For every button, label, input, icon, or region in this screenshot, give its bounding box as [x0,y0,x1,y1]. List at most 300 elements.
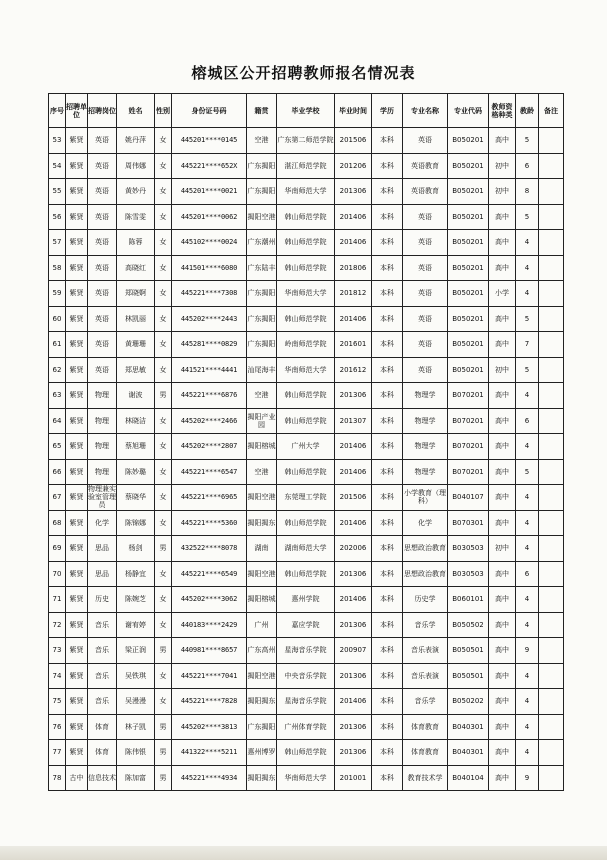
cell-origin: 空港 [247,128,277,154]
cell-major: 英语 [403,357,448,383]
cell-sex: 女 [155,179,172,205]
cell-name: 高晓红 [117,255,155,281]
cell-no: 67 [49,485,66,511]
cell-major: 物理学 [403,434,448,460]
cell-origin: 广州 [247,612,277,638]
cell-note [539,306,564,332]
cell-post: 物理 [88,408,117,434]
cell-years: 4 [516,255,539,281]
cell-years: 4 [516,536,539,562]
cell-id: 445202****2443 [172,306,247,332]
cell-note [539,153,564,179]
cell-school: 韩山师范学院 [277,510,335,536]
cell-cert: 高中 [489,459,516,485]
cell-name: 吴漫漫 [117,689,155,715]
table-row [49,638,564,664]
cell-edu: 本科 [372,663,403,689]
cell-id: 440183****2429 [172,612,247,638]
table-row [49,561,564,587]
header-row [49,94,564,128]
cell-sex: 女 [155,612,172,638]
cell-id: 445202****3813 [172,714,247,740]
cell-years: 4 [516,740,539,766]
cell-school: 惠州学院 [277,587,335,613]
cell-major: 英语 [403,230,448,256]
cell-edu: 本科 [372,332,403,358]
cell-time: 201001 [335,765,372,791]
cell-sex: 男 [155,383,172,409]
cell-no: 78 [49,765,66,791]
cell-time: 201406 [335,689,372,715]
cell-cert: 小学 [489,281,516,307]
cell-id: 432522****8078 [172,536,247,562]
cell-name: 陈婉芝 [117,587,155,613]
cell-cert: 高中 [489,689,516,715]
cell-no: 68 [49,510,66,536]
cell-sex: 男 [155,714,172,740]
cell-years: 4 [516,612,539,638]
cell-id: 445202****2807 [172,434,247,460]
cell-sex: 女 [155,357,172,383]
cell-years: 4 [516,281,539,307]
cell-major: 物理学 [403,383,448,409]
header-edu: 学历 [372,94,403,128]
cell-note [539,128,564,154]
cell-id: 445221****6547 [172,459,247,485]
cell-name: 谢波 [117,383,155,409]
cell-id: 445202****2466 [172,408,247,434]
cell-name: 蔡晓华 [117,485,155,511]
cell-school: 岭南师范学院 [277,332,335,358]
cell-cert: 高中 [489,561,516,587]
cell-unit: 紫贤 [66,204,88,230]
cell-major: 音乐学 [403,689,448,715]
cell-sex: 男 [155,740,172,766]
table-row [49,740,564,766]
cell-sex: 女 [155,230,172,256]
cell-sex: 女 [155,510,172,536]
cell-years: 4 [516,230,539,256]
cell-no: 64 [49,408,66,434]
header-cert: 教师资格种类 [489,94,516,128]
cell-code: B050201 [448,204,489,230]
cell-note [539,281,564,307]
cell-origin: 湖南 [247,536,277,562]
table-row [49,179,564,205]
cell-name: 林子凯 [117,714,155,740]
cell-time: 201406 [335,587,372,613]
cell-origin: 揭阳榕城 [247,587,277,613]
cell-years: 7 [516,332,539,358]
cell-years: 5 [516,128,539,154]
cell-school: 韩山师范学院 [277,230,335,256]
header-id: 身份证号码 [172,94,247,128]
cell-cert: 初中 [489,357,516,383]
cell-name: 杨剑 [117,536,155,562]
cell-code: B050501 [448,663,489,689]
cell-edu: 本科 [372,510,403,536]
cell-years: 6 [516,408,539,434]
cell-major: 音乐表演 [403,638,448,664]
cell-school: 星海音乐学院 [277,689,335,715]
cell-edu: 本科 [372,536,403,562]
cell-name: 黄珊珊 [117,332,155,358]
cell-note [539,612,564,638]
cell-time: 201406 [335,459,372,485]
cell-origin: 汕尾海丰 [247,357,277,383]
cell-major: 音乐学 [403,612,448,638]
cell-time: 201406 [335,510,372,536]
cell-cert: 高中 [489,765,516,791]
cell-no: 53 [49,128,66,154]
cell-cert: 高中 [489,510,516,536]
cell-time: 201406 [335,306,372,332]
table-row [49,230,564,256]
cell-id: 445221****5360 [172,510,247,536]
cell-id: 441501****6080 [172,255,247,281]
cell-no: 54 [49,153,66,179]
cell-post: 英语 [88,332,117,358]
cell-id: 445281****0829 [172,332,247,358]
cell-sex: 男 [155,638,172,664]
cell-note [539,561,564,587]
cell-time: 201306 [335,561,372,587]
cell-time: 201306 [335,714,372,740]
cell-time: 201506 [335,128,372,154]
cell-note [539,383,564,409]
cell-post: 英语 [88,153,117,179]
cell-sex: 女 [155,306,172,332]
cell-origin: 揭阳揭东 [247,765,277,791]
cell-no: 73 [49,638,66,664]
cell-time: 200907 [335,638,372,664]
table-body [49,128,564,791]
cell-note [539,434,564,460]
cell-major: 英语 [403,332,448,358]
table-row [49,714,564,740]
cell-sex: 女 [155,281,172,307]
cell-id: 445221****7041 [172,663,247,689]
cell-school: 韩山师范学院 [277,408,335,434]
header-major: 专业名称 [403,94,448,128]
cell-years: 5 [516,459,539,485]
cell-years: 8 [516,179,539,205]
cell-no: 60 [49,306,66,332]
cell-unit: 紫贤 [66,587,88,613]
cell-school: 华南师范大学 [277,357,335,383]
cell-origin: 广东揭阳 [247,332,277,358]
cell-years: 5 [516,306,539,332]
cell-years: 5 [516,357,539,383]
cell-note [539,714,564,740]
cell-unit: 紫贤 [66,536,88,562]
cell-edu: 本科 [372,612,403,638]
cell-unit: 紫贤 [66,740,88,766]
cell-cert: 高中 [489,740,516,766]
header-unit: 招聘单位 [66,94,88,128]
cell-years: 4 [516,689,539,715]
cell-post: 英语 [88,306,117,332]
cell-unit: 古中 [66,765,88,791]
cell-code: B050201 [448,255,489,281]
cell-id: 440981****8657 [172,638,247,664]
cell-cert: 高中 [489,128,516,154]
cell-time: 201306 [335,383,372,409]
cell-edu: 本科 [372,306,403,332]
cell-school: 星海音乐学院 [277,638,335,664]
cell-name: 陈锦娜 [117,510,155,536]
cell-code: B030503 [448,561,489,587]
table-row [49,281,564,307]
cell-major: 英语 [403,204,448,230]
cell-sex: 女 [155,408,172,434]
cell-code: B040301 [448,740,489,766]
cell-major: 英语 [403,281,448,307]
cell-code: B070201 [448,383,489,409]
cell-id: 445221****7308 [172,281,247,307]
cell-note [539,765,564,791]
cell-no: 61 [49,332,66,358]
cell-name: 梁正润 [117,638,155,664]
table-row [49,536,564,562]
cell-name: 谢宥婷 [117,612,155,638]
cell-id: 445202****3062 [172,587,247,613]
cell-unit: 紫贤 [66,383,88,409]
cell-cert: 初中 [489,536,516,562]
cell-no: 75 [49,689,66,715]
cell-note [539,510,564,536]
cell-time: 201506 [335,485,372,511]
cell-code: B050202 [448,689,489,715]
table-row [49,765,564,791]
cell-major: 体育教育 [403,740,448,766]
cell-major: 英语 [403,128,448,154]
cell-post: 英语 [88,281,117,307]
cell-major: 思想政治教育 [403,536,448,562]
cell-edu: 本科 [372,689,403,715]
cell-name: 郑思敏 [117,357,155,383]
header-post: 招聘岗位 [88,94,117,128]
cell-edu: 本科 [372,740,403,766]
cell-edu: 本科 [372,765,403,791]
cell-post: 思品 [88,536,117,562]
cell-edu: 本科 [372,255,403,281]
header-school: 毕业学校 [277,94,335,128]
cell-post: 物理兼实验室管理员 [88,485,116,510]
cell-id: 441521****4441 [172,357,247,383]
cell-id: 445221****7828 [172,689,247,715]
cell-no: 69 [49,536,66,562]
cell-edu: 本科 [372,230,403,256]
table-row [49,128,564,154]
cell-time: 201406 [335,204,372,230]
cell-years: 4 [516,485,539,511]
cell-name: 蔡旭珊 [117,434,155,460]
cell-id: 445221****4934 [172,765,247,791]
cell-name: 杨静宜 [117,561,155,587]
cell-years: 4 [516,383,539,409]
cell-post: 英语 [88,179,117,205]
cell-id: 445201****0021 [172,179,247,205]
cell-unit: 紫贤 [66,230,88,256]
cell-id: 445201****0062 [172,204,247,230]
table-row [49,204,564,230]
cell-origin: 广东揭阳 [247,179,277,205]
cell-post: 英语 [88,357,117,383]
cell-edu: 本科 [372,459,403,485]
cell-time: 201307 [335,408,372,434]
cell-origin: 广东揭阳 [247,153,277,179]
header-origin: 籍贯 [247,94,277,128]
cell-years: 4 [516,587,539,613]
cell-edu: 本科 [372,434,403,460]
cell-origin: 广东潮州 [247,230,277,256]
cell-origin: 揭阳榕城 [247,434,277,460]
cell-cert: 高中 [489,587,516,613]
cell-code: B050201 [448,357,489,383]
cell-time: 201601 [335,332,372,358]
cell-id: 445221****6965 [172,485,247,511]
cell-years: 9 [516,638,539,664]
cell-post: 历史 [88,587,117,613]
table-row [49,663,564,689]
cell-no: 72 [49,612,66,638]
cell-edu: 本科 [372,561,403,587]
cell-school: 华南师范大学 [277,179,335,205]
header-no: 序号 [49,94,66,128]
cell-no: 55 [49,179,66,205]
table-row [49,587,564,613]
cell-cert: 初中 [489,153,516,179]
cell-edu: 本科 [372,485,403,511]
cell-edu: 本科 [372,383,403,409]
cell-id: 445221****652X [172,153,247,179]
cell-sex: 女 [155,663,172,689]
cell-unit: 紫贤 [66,306,88,332]
document-title: 榕城区公开招聘教师报名情况表 [191,64,416,82]
cell-years: 4 [516,510,539,536]
cell-code: B040104 [448,765,489,791]
cell-note [539,740,564,766]
cell-post: 物理 [88,383,117,409]
table-row [49,383,564,409]
cell-major: 教育技术学 [403,765,448,791]
cell-post: 物理 [88,434,117,460]
cell-major: 英语 [403,255,448,281]
cell-origin: 广东揭阳 [247,306,277,332]
cell-major: 物理学 [403,459,448,485]
cell-time: 201306 [335,612,372,638]
header-time: 毕业时间 [335,94,372,128]
cell-edu: 本科 [372,204,403,230]
cell-sex: 男 [155,765,172,791]
cell-unit: 紫贤 [66,357,88,383]
cell-post: 化学 [88,510,117,536]
cell-sex: 女 [155,459,172,485]
cell-no: 65 [49,434,66,460]
cell-post: 音乐 [88,689,117,715]
cell-sex: 女 [155,332,172,358]
cell-sex: 女 [155,485,172,511]
cell-post: 英语 [88,230,117,256]
cell-cert: 高中 [489,204,516,230]
cell-origin: 空港 [247,459,277,485]
cell-id: 445102****0024 [172,230,247,256]
table-row [49,510,564,536]
cell-time: 201806 [335,255,372,281]
cell-school: 韩山师范学院 [277,255,335,281]
cell-major: 英语教育 [403,179,448,205]
cell-post: 音乐 [88,663,117,689]
cell-school: 华南师范大学 [277,765,335,791]
cell-note [539,587,564,613]
cell-post: 音乐 [88,638,117,664]
cell-time: 201306 [335,663,372,689]
cell-cert: 初中 [489,179,516,205]
cell-unit: 紫贤 [66,689,88,715]
cell-code: B050201 [448,306,489,332]
cell-unit: 紫贤 [66,561,88,587]
cell-years: 4 [516,434,539,460]
cell-name: 陈伟银 [117,740,155,766]
table-row [49,434,564,460]
cell-sex: 女 [155,689,172,715]
cell-time: 201206 [335,153,372,179]
cell-major: 物理学 [403,408,448,434]
table-row [49,408,564,434]
cell-origin: 广东揭阳 [247,714,277,740]
cell-id: 441322****5211 [172,740,247,766]
cell-origin: 揭阳揭东 [247,510,277,536]
cell-cert: 高中 [489,306,516,332]
cell-edu: 本科 [372,179,403,205]
table-row [49,689,564,715]
cell-name: 林凯丽 [117,306,155,332]
cell-code: B050201 [448,153,489,179]
cell-school: 韩山师范学院 [277,383,335,409]
cell-years: 9 [516,765,539,791]
cell-sex: 女 [155,434,172,460]
header-code: 专业代码 [448,94,489,128]
cell-time: 201612 [335,357,372,383]
cell-edu: 本科 [372,638,403,664]
cell-edu: 本科 [372,714,403,740]
cell-sex: 女 [155,561,172,587]
cell-unit: 紫贤 [66,612,88,638]
cell-name: 姚丹萍 [117,128,155,154]
cell-code: B070201 [448,434,489,460]
header-years: 教龄 [516,94,539,128]
cell-note [539,459,564,485]
cell-sex: 女 [155,255,172,281]
cell-major: 音乐表演 [403,663,448,689]
cell-unit: 紫贤 [66,510,88,536]
cell-cert: 高中 [489,383,516,409]
header-sex: 性别 [155,94,172,128]
cell-origin: 惠州博罗 [247,740,277,766]
cell-time: 201306 [335,179,372,205]
cell-no: 70 [49,561,66,587]
cell-major: 英语 [403,306,448,332]
cell-school: 广州体育学院 [277,714,335,740]
cell-edu: 本科 [372,357,403,383]
cell-code: B040107 [448,485,489,511]
cell-sex: 男 [155,536,172,562]
cell-unit: 紫贤 [66,332,88,358]
cell-major: 化学 [403,510,448,536]
cell-id: 445201****0145 [172,128,247,154]
cell-name: 陈妙璐 [117,459,155,485]
